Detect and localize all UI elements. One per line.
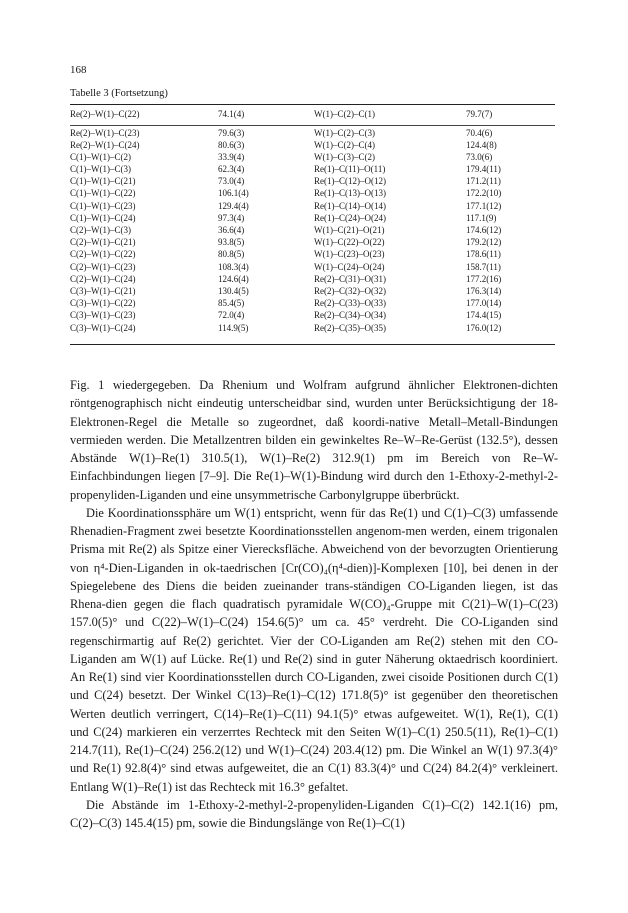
angle-atoms-left: C(1)–W(1)–C(2) <box>70 151 131 162</box>
angle-value-right: 124.4(8) <box>466 139 497 150</box>
text-line: 142.1(16) pm, C(2)–C(3) 145.4(15) pm, sowie die Bindungslänge von Re(1)–C(1) <box>70 797 558 830</box>
angle-value-left: 106.1(4) <box>218 188 249 199</box>
table-row <box>70 175 555 187</box>
angle-atoms-left: C(1)–W(1)–C(23) <box>70 200 136 211</box>
angle-value-left: 72.0(4) <box>218 310 245 321</box>
text-line: pm. Die Winkel an W(1) 97.3(4)° und Re(1) 92.8(4)° sind etwas aufgeweitet, die an <box>70 743 558 776</box>
angle-value-right: 174.4(15) <box>466 310 502 321</box>
table-row <box>70 127 555 139</box>
angle-value-left: 129.4(4) <box>218 200 249 211</box>
angle-atoms-right: Re(2)–C(32)–O(32) <box>314 285 386 296</box>
text-line: Die Re(1)–W(1)-Bindung wird durch den 1-Ethoxy-2-methyl-2-propenyliden- <box>70 469 558 502</box>
table-row <box>70 236 555 248</box>
table-row <box>70 212 555 224</box>
text-line: Winkel C(13)–Re(1)–C(12) 171.8(5)° ist gegenüber den theoretischen Werten <box>70 688 559 721</box>
angle-atoms-left: C(3)–W(1)–C(22) <box>70 298 136 309</box>
table-row <box>70 261 555 273</box>
angle-atoms-right: Re(2)–C(31)–O(31) <box>314 273 386 284</box>
angle-atoms-left: Re(2)–W(1)–C(22) <box>70 109 140 119</box>
text-line: Fig. 1 wiedergegeben. Da Rhenium und Wolfram aufgrund ähnlicher Elektronen- <box>70 378 522 392</box>
angle-atoms-right: Re(1)–C(24)–O(24) <box>314 212 386 223</box>
angle-value-left: 36.6(4) <box>218 225 245 235</box>
angle-atoms-right: W(1)–C(2)–C(4) <box>314 139 375 150</box>
table-row <box>70 187 555 199</box>
angle-value-left: 62.3(4) <box>218 164 245 175</box>
table-row <box>70 285 555 297</box>
text-line: Liganden sind regenschirmartig auf Re(2) gerichtet. Vier der CO-Liganden am <box>70 615 558 648</box>
angle-atoms-left: C(3)–W(1)–C(23) <box>70 310 136 321</box>
angle-value-left: 80.6(3) <box>218 139 245 150</box>
angle-atoms-right: Re(2)–C(35)–O(35) <box>314 322 386 333</box>
angle-value-right: 174.6(12) <box>466 225 502 235</box>
angle-value-right: 177.0(14) <box>466 298 502 309</box>
angle-value-left: 130.4(5) <box>218 285 249 296</box>
angle-value-right: 177.1(12) <box>466 200 502 211</box>
table-row <box>70 322 555 334</box>
angle-value-left: 124.6(4) <box>218 273 249 284</box>
angle-value-right: 178.6(11) <box>466 249 501 260</box>
angle-atoms-right: Re(1)–C(13)–O(13) <box>314 188 386 199</box>
text-line: Die Abstände im 1-Ethoxy-2-methyl-2-propenyliden-Liganden C(1)–C(2) <box>86 797 474 812</box>
angle-atoms-left: C(3)–W(1)–C(24) <box>70 322 136 333</box>
angle-atoms-right: Re(2)–C(33)–O(33) <box>314 298 386 309</box>
table-row <box>70 108 555 127</box>
angle-value-right: 70.4(6) <box>466 127 493 138</box>
angle-value-right: 171.2(11) <box>466 176 501 187</box>
text-line: guter Näherung oktaedrisch koordiniert. An Re(1) sind vier Koordinationsstellen <box>70 651 559 684</box>
angle-atoms-right: W(1)–C(2)–C(1) <box>314 109 375 119</box>
table-bottom-rule <box>70 344 555 345</box>
text-line: Re(2) stehen mit den CO-Liganden am W(1) auf Lücke. Re(1) und Re(2) sind in <box>70 633 558 666</box>
angle-atoms-left: C(2)–W(1)–C(3) <box>70 225 131 235</box>
body-text <box>70 376 558 832</box>
text-line: C(23) 157.0(5)° und C(22)–W(1)–C(24) 154.6(5)° um ca. 45° verdreht. Die CO- <box>70 597 558 630</box>
angle-value-right: 172.2(10) <box>466 188 502 199</box>
angle-atoms-right: W(1)–C(21)–O(21) <box>314 225 385 235</box>
angle-value-left: 108.3(4) <box>218 261 249 272</box>
angle-atoms-left: C(1)–W(1)–C(21) <box>70 176 136 187</box>
table-row <box>70 309 555 321</box>
angle-value-right: 176.3(14) <box>466 285 502 296</box>
bond-angle-table <box>70 108 555 334</box>
text-line: dichten röntgenographisch nicht eindeutig unterscheidbar sind, wurden unter <box>70 378 558 411</box>
angle-value-right: 158.7(11) <box>466 261 501 272</box>
angle-value-left: 93.8(5) <box>218 237 245 248</box>
text-line: men werden, einem trigonalen Prisma mit Re(2) als Spitze einer Vierecksfläche. <box>70 524 558 557</box>
paragraph <box>70 504 558 796</box>
text-line: umfassende Rhenadien-Fragment zwei besetzte Koordinationsstellen angenom- <box>70 505 558 538</box>
angle-value-right: 117.1(9) <box>466 212 497 223</box>
text-line: mit 16.3° gefaltet. <box>258 779 349 794</box>
angle-atoms-right: Re(1)–C(11)–O(11) <box>314 164 386 175</box>
text-line: dien gegen die flach quadratisch pyramidale W(CO)₄-Gruppe mit C(21)–W(1)– <box>105 597 530 611</box>
angle-atoms-left: C(2)–W(1)–C(22) <box>70 249 136 260</box>
text-line: C(1) 83.3(4)° und C(24) 84.2(4)° verkleinert. Entlang W(1)–Re(1) ist das Rechteck <box>70 761 558 794</box>
angle-value-left: 80.8(5) <box>218 249 245 260</box>
angle-atoms-right: W(1)–C(3)–C(2) <box>314 151 375 162</box>
angle-atoms-left: C(1)–W(1)–C(24) <box>70 212 136 223</box>
angle-value-right: 176.0(12) <box>466 322 502 333</box>
table-row <box>70 248 555 260</box>
table-top-rule <box>70 104 555 105</box>
angle-value-left: 33.9(4) <box>218 151 245 162</box>
angle-atoms-right: W(1)–C(23)–O(23) <box>314 249 385 260</box>
page-number: 168 <box>70 64 87 76</box>
table-caption: Tabelle 3 (Fortsetzung) <box>70 88 168 99</box>
angle-atoms-right: Re(1)–C(12)–O(12) <box>314 176 386 187</box>
text-line: Liganden und eine unsymmetrische Carbonylgruppe überbrückt. <box>139 487 460 502</box>
angle-atoms-left: C(2)–W(1)–C(23) <box>70 261 136 272</box>
angle-value-left: 97.3(4) <box>218 212 245 223</box>
angle-atoms-left: Re(2)–W(1)–C(23) <box>70 127 140 138</box>
angle-atoms-right: W(1)–C(24)–O(24) <box>314 261 385 272</box>
angle-atoms-right: W(1)–C(2)–C(3) <box>314 127 375 138</box>
angle-atoms-left: C(1)–W(1)–C(3) <box>70 164 131 175</box>
text-line: gewinkeltes Re–W–Re-Gerüst (132.5°), dessen Abstände W(1)–Re(1) 310.5(1), <box>70 432 558 465</box>
paragraph <box>70 376 558 504</box>
table-row <box>70 139 555 151</box>
angle-value-right: 73.0(6) <box>466 151 493 162</box>
angle-value-right: 177.2(16) <box>466 273 502 284</box>
angle-atoms-left: Re(2)–W(1)–C(24) <box>70 139 140 150</box>
text-line: C(1) und C(24) markieren ein verzerrtes Rechteck mit den Seiten W(1)–C(1) <box>70 706 558 739</box>
angle-value-left: 74.1(4) <box>218 109 245 119</box>
angle-value-left: 114.9(5) <box>218 322 249 333</box>
paragraph <box>70 796 558 833</box>
text-line: native Metall–Metall-Bindungen vermieden werden. Die Metallzentren bilden ein <box>70 414 558 447</box>
table-row <box>70 151 555 163</box>
angle-atoms-right: Re(2)–C(34)–O(34) <box>314 310 386 321</box>
angle-value-left: 85.4(5) <box>218 298 245 309</box>
text-line: durch CO-Liganden, zwei cisoide Positionen durch C(1) und C(24) besetzt. Der <box>70 670 558 703</box>
angle-atoms-right: Re(1)–C(14)–O(14) <box>314 200 386 211</box>
text-line: W(1)–Re(2) 312.9(1) pm im Bereich von Re–W-Einfachbindungen liegen [7–9]. <box>70 451 559 484</box>
angle-atoms-right: W(1)–C(22)–O(22) <box>314 237 385 248</box>
angle-atoms-left: C(1)–W(1)–C(22) <box>70 188 136 199</box>
angle-value-right: 79.7(7) <box>466 109 493 119</box>
text-line: Abweichend von der bevorzugten Orientierung von η⁴-Dien-Liganden in ok- <box>70 542 558 575</box>
angle-atoms-left: C(3)–W(1)–C(21) <box>70 285 136 296</box>
table-row <box>70 297 555 309</box>
angle-value-left: 73.0(4) <box>218 176 245 187</box>
angle-atoms-left: C(2)–W(1)–C(21) <box>70 237 136 248</box>
angle-value-right: 179.2(12) <box>466 237 502 248</box>
text-line: Die Koordinationssphäre um W(1) entspricht, wenn für das Re(1) und C(1)–C(3) <box>86 505 496 520</box>
text-line: Berücksichtigung der 18-Elektronen-Regel die Metalle so zugeordnet, daß koordi- <box>70 396 558 429</box>
text-line: taedrischen [Cr(CO)₄(η⁴-dien)]-Komplexen [10], bei denen in der Spiegelebene des <box>70 560 558 593</box>
angle-value-right: 179.4(11) <box>466 164 501 175</box>
text-line: 250.5(11), Re(1)–C(1) 214.7(11), Re(1)–C(24) 256.2(12) und W(1)–C(24) 203.4(12) <box>70 724 558 757</box>
angle-value-left: 79.6(3) <box>218 127 245 138</box>
text-line: deutlich verringert, C(14)–Re(1)–C(11) 94.1(5)° etwas aufgeweitet. W(1), Re(1), <box>110 706 530 721</box>
text-line: Diens die beiden zueinander trans-ständigen CO-Liganden liegen, ist das Rhena- <box>70 578 558 611</box>
table-row <box>70 163 555 175</box>
table-row <box>70 273 555 285</box>
angle-atoms-left: C(2)–W(1)–C(24) <box>70 273 136 284</box>
table-row <box>70 224 555 236</box>
table-row <box>70 200 555 212</box>
